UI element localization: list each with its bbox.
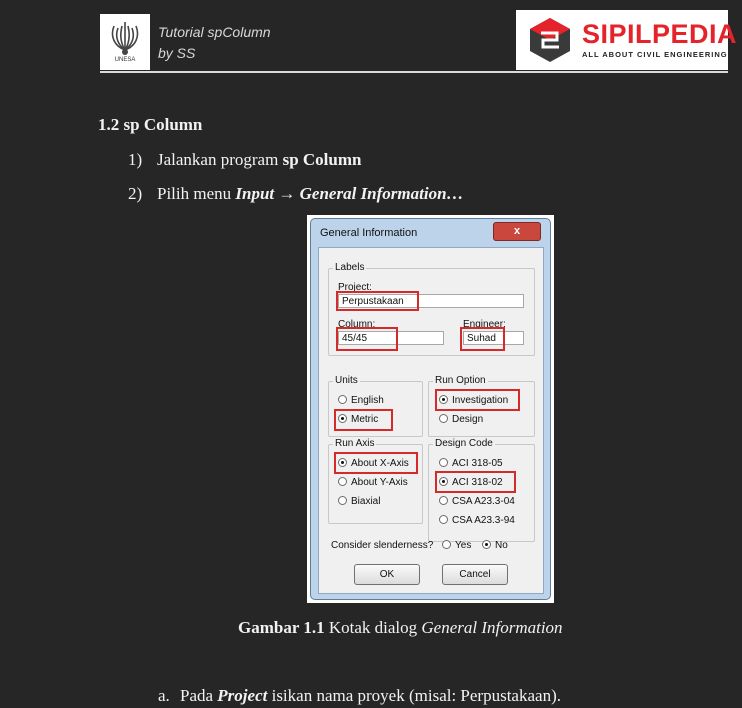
project-highlight <box>336 291 419 311</box>
substep-project: Project <box>217 686 268 705</box>
engineer-field[interactable]: Suhad <box>463 331 524 345</box>
step-text: Pilih menu <box>157 184 236 203</box>
radio-icon <box>442 540 451 549</box>
section-heading: 1.2 sp Column <box>98 115 203 134</box>
run-axis-y-radio[interactable]: About Y-Axis <box>338 477 408 489</box>
units-english-radio[interactable]: English <box>338 395 384 407</box>
header-divider <box>100 71 728 73</box>
figure-caption <box>238 618 563 638</box>
step-number: 2) <box>128 184 143 203</box>
design-code-aci-318-02-radio[interactable]: ACI 318-02 <box>439 477 503 489</box>
labels-group-title: Labels <box>335 262 365 273</box>
radio-icon <box>338 395 347 404</box>
aci-318-02-highlight <box>435 471 516 493</box>
run-option-group-title: Run Option <box>435 375 486 386</box>
radio-icon <box>439 496 448 505</box>
arrow-icon: → <box>274 184 300 203</box>
run-axis-biaxial-radio[interactable]: Biaxial <box>338 496 380 508</box>
engineer-highlight <box>460 327 505 351</box>
project-label: Project: <box>338 282 372 293</box>
unesa-logo <box>100 14 150 70</box>
radio-icon <box>439 414 448 423</box>
dialog-title: General Information <box>320 227 418 239</box>
units-group-title: Units <box>335 375 358 386</box>
metric-highlight <box>334 409 393 431</box>
step-number: 1) <box>128 150 143 169</box>
header-title-line2: by SS <box>158 45 196 61</box>
dialog-body <box>318 247 544 594</box>
slenderness-yes-radio[interactable]: Yes <box>442 540 471 552</box>
brand-tagline: ALL ABOUT CIVIL ENGINEERING <box>582 50 728 59</box>
substep-text2: isikan nama proyek (misal: Perpustakaan). <box>267 686 561 705</box>
radio-selected-icon <box>482 540 491 549</box>
investigation-highlight <box>435 389 520 411</box>
general-information-dialog <box>310 218 551 600</box>
run-option-investigation-radio[interactable]: Investigation <box>439 395 508 407</box>
project-field[interactable]: Perpustakaan <box>338 294 524 308</box>
column-label: Column: <box>338 319 376 330</box>
header-title-line1: Tutorial spColumn <box>158 24 271 40</box>
substep-a <box>158 686 561 706</box>
brand-name: SIPILPEDIA <box>582 19 738 49</box>
caption-italic: General Information <box>421 618 563 637</box>
radio-icon <box>338 477 347 486</box>
ok-button[interactable]: OK <box>354 564 420 585</box>
step-program-name: sp Column <box>282 150 362 169</box>
header-title <box>158 22 271 64</box>
design-code-group-title: Design Code <box>435 438 493 449</box>
sipilpedia-mark-icon <box>520 10 580 70</box>
design-code-csa-94-radio[interactable]: CSA A23.3-94 <box>439 515 515 527</box>
step-text: Jalankan program <box>157 150 283 169</box>
substep-letter: a. <box>158 686 170 705</box>
column-highlight <box>336 327 398 351</box>
menu-general-information: General Information… <box>299 184 464 203</box>
radio-icon <box>439 515 448 524</box>
step-2 <box>128 184 464 204</box>
about-x-axis-highlight <box>334 452 418 474</box>
radio-icon <box>338 496 347 505</box>
design-code-aci-318-05-radio[interactable]: ACI 318-05 <box>439 458 503 470</box>
units-metric-radio[interactable]: Metric <box>338 414 378 426</box>
slenderness-no-radio[interactable]: No <box>482 540 508 552</box>
design-code-csa-04-radio[interactable]: CSA A23.3-04 <box>439 496 515 508</box>
run-option-design-radio[interactable]: Design <box>439 414 483 426</box>
caption-label: Gambar 1.1 <box>238 618 325 637</box>
radio-icon <box>439 458 448 467</box>
step-1 <box>128 150 361 170</box>
sipilpedia-logo <box>516 10 738 70</box>
cancel-button[interactable]: Cancel <box>442 564 508 585</box>
run-axis-group-title: Run Axis <box>335 438 375 449</box>
caption-text: Kotak dialog <box>324 618 422 637</box>
run-axis-x-radio[interactable]: About X-Axis <box>338 458 409 470</box>
slenderness-label: Consider slenderness? <box>331 540 434 551</box>
close-button[interactable]: x <box>493 222 541 241</box>
menu-input: Input <box>235 184 275 203</box>
logo-caption: UNESA <box>114 57 136 63</box>
substep-text1: Pada <box>180 686 218 705</box>
dialog-figure <box>307 215 554 603</box>
engineer-label: Engineer: <box>463 319 506 330</box>
column-field[interactable]: 45/45 <box>338 331 444 345</box>
